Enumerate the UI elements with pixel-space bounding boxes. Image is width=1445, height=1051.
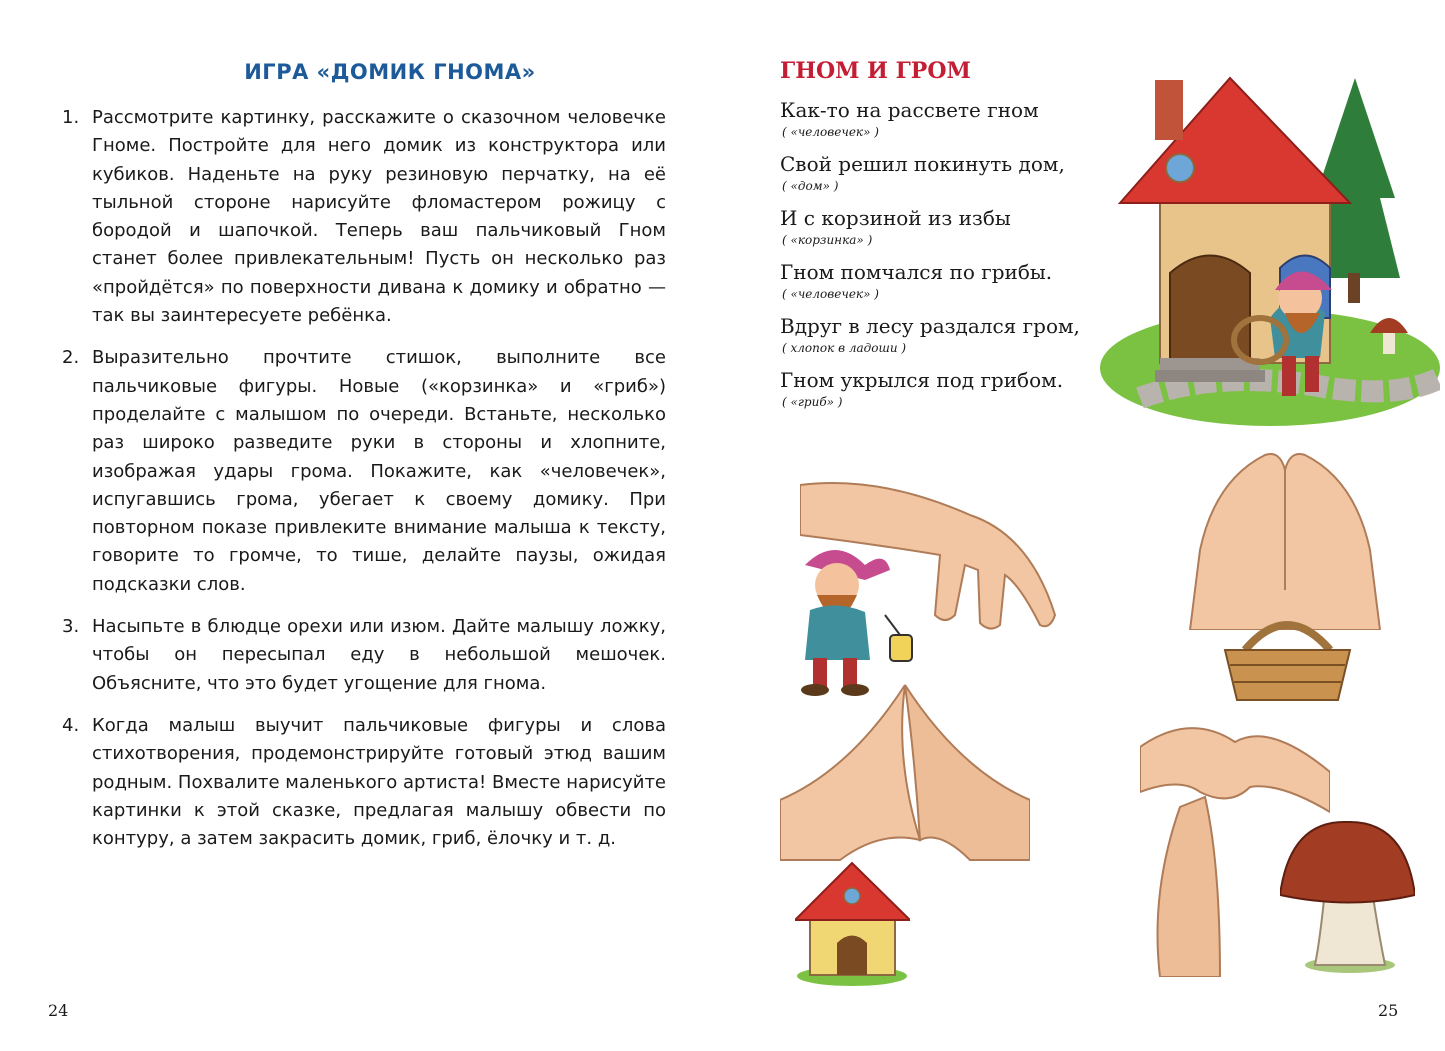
instruction-item [62, 712, 666, 853]
poem-line: Как-то на рассвете гном [780, 98, 1039, 122]
instructions-list [62, 104, 666, 867]
basket-icon [1220, 610, 1355, 705]
instruction-text: Рассмотрите картинку, расскажите о сказочном человечке Гноме. Постройте для него домик из конструктора или кубиков. Наденьте на руку резиновую перчатку, на её тыльной стороне нарисуйте фломастером рожицу с бородой и шапочкой. Теперь ваш пальчиковый Гном станет более привлекательным! Пусть он несколько раз «пройдётся» по поверхности дивана к домику и обратно — так вы заинтересуете ребёнка. [92, 107, 666, 327]
instruction-text: Когда малыш выучит пальчиковые фигуры и слова стихотворения, продемонстрируйте готовый этюд вашим родным. Похвалите маленького артиста! Вместе нарисуйте картинки к этой сказке, предлагая малышу обвести по контуру, а затем закрасить домик, гриб, ёлочку и т. д. [92, 714, 666, 850]
small-house-icon [795, 858, 910, 988]
mushroom-icon [1280, 820, 1415, 975]
poem-title: ГНОМ И ГРОМ [780, 58, 971, 84]
poem-line: И с корзиной из избы [780, 206, 1011, 230]
gesture-note: ( «дом» ) [782, 179, 839, 193]
instruction-number: 4. [62, 714, 80, 736]
instruction-number: 3. [62, 616, 80, 638]
instruction-text: Выразительно прочтите стишок, выполните все пальчиковые фигуры. Новые («корзинка» и «гриб») проделайте с малышом по очереди. Встаньте, несколько раз широко разведите руки в стороны и хлопните, изображая удары грома. Покажите, как «человечек», испугавшись грома, убегает к своему домику. При повторном показе привлеките внимание малыша к тексту, говорите то громче, то тише, делайте паузы, ожидая подсказки слов. [92, 347, 666, 595]
gnome-house-scene-icon [1100, 68, 1440, 428]
instruction-item [62, 344, 666, 599]
house-hands-icon [780, 680, 1030, 865]
gesture-note: ( «человечек» ) [782, 287, 879, 301]
instruction-item [62, 613, 666, 698]
instruction-number: 2. [62, 347, 80, 369]
instruction-number: 1. [62, 107, 80, 128]
poem [780, 96, 1120, 420]
gesture-note: ( «корзинка» ) [782, 233, 873, 247]
instruction-text: Насыпьте в блюдце орехи или изюм. Дайте малышу ложку, чтобы он пересыпал еду в небольшой мешочек. Объясните, что это будет угощение для гнома. [92, 616, 666, 694]
gnome-with-lantern-icon [775, 540, 925, 700]
game-title: ИГРА «ДОМИК ГНОМА» [244, 60, 536, 84]
left-page [0, 0, 722, 1051]
instruction-item [62, 104, 666, 330]
poem-line: Свой решил покинуть дом, [780, 152, 1065, 176]
gesture-note: ( «гриб» ) [782, 395, 843, 409]
poem-line: Гном помчался по грибы. [780, 260, 1053, 284]
poem-line: Гном укрылся под грибом. [780, 368, 1064, 392]
gesture-note: ( хлопок в ладоши ) [782, 341, 907, 355]
gesture-note: ( «человечек» ) [782, 125, 879, 139]
basket-hands-icon [1185, 440, 1385, 630]
page-number-left: 24 [48, 1001, 69, 1020]
poem-line: Вдруг в лесу раздался гром, [780, 314, 1080, 338]
page-number-right: 25 [1378, 1001, 1399, 1020]
